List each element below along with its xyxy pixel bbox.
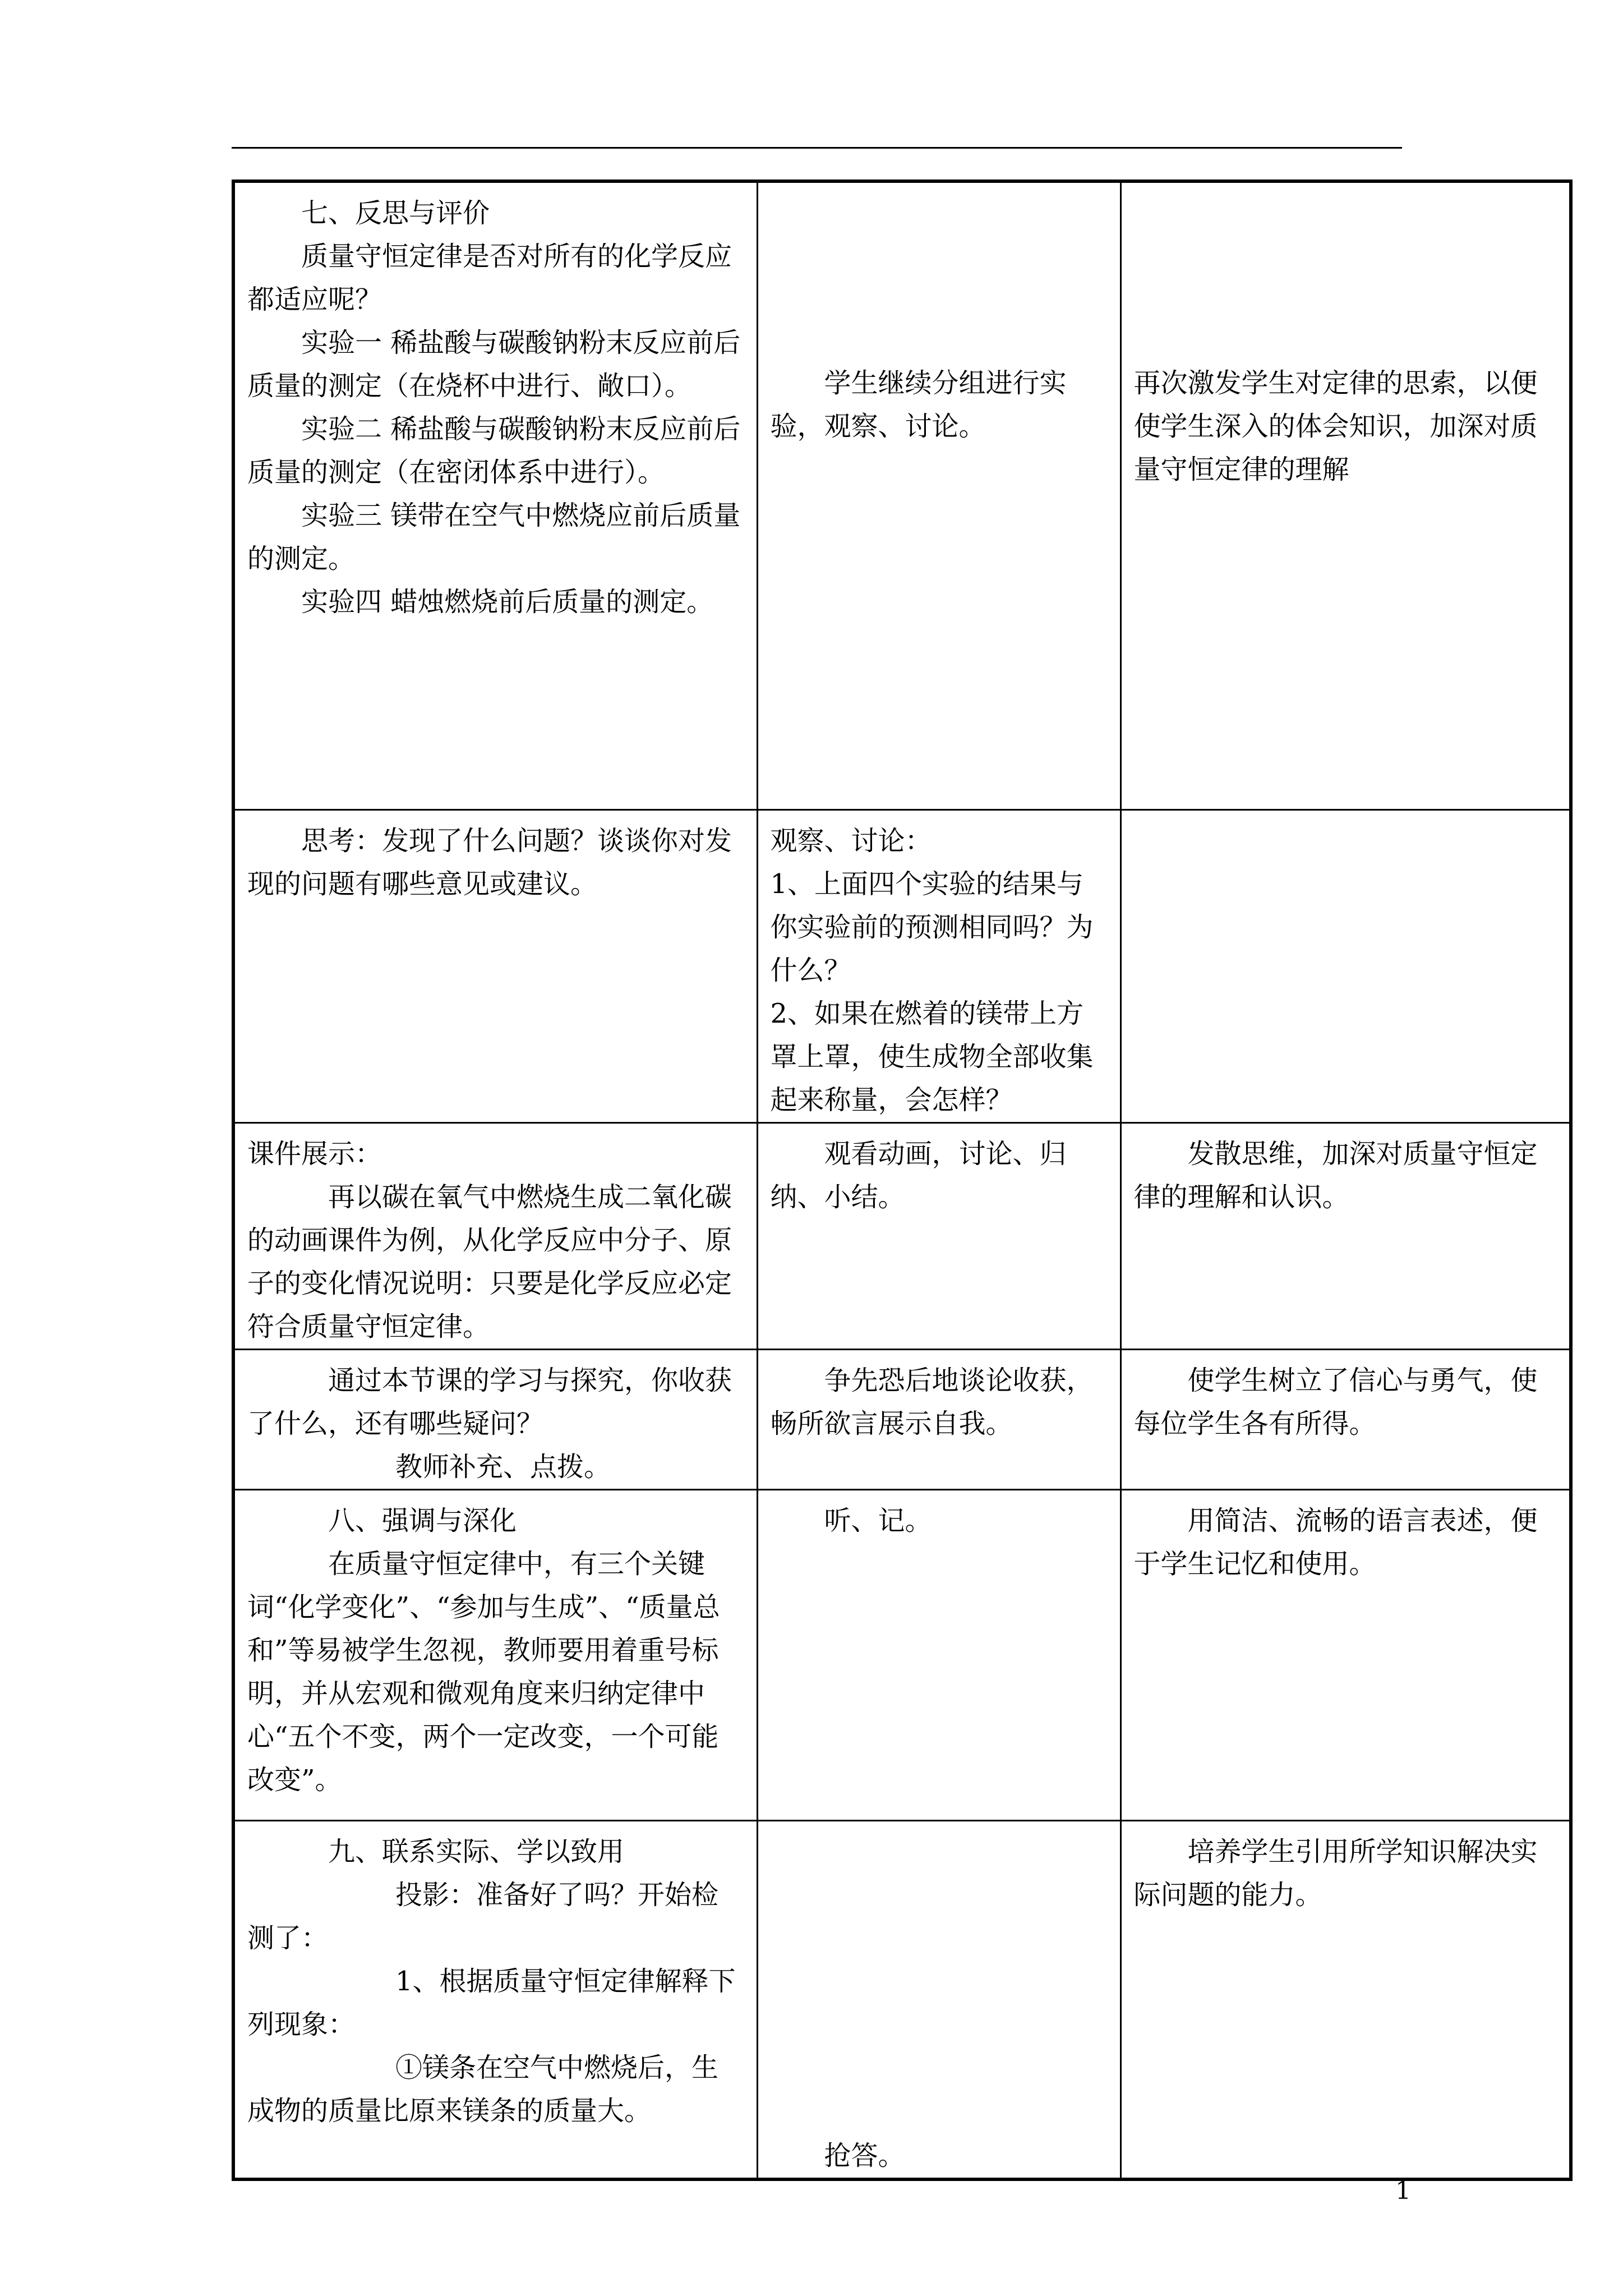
- table-row: [233, 181, 1571, 809]
- design-intent-cell: [1121, 809, 1571, 1122]
- spacer: [771, 192, 1108, 362]
- student-activity-cell: [757, 181, 1121, 809]
- student-activity-cell: [757, 809, 1121, 1122]
- exercise-1: 1、根据质量守恒定律解释下列现象：: [247, 1965, 736, 2040]
- student-activity-text: 抢答。: [824, 2139, 905, 2171]
- student-activity-text: 观看动画，讨论、归纳、小结。: [770, 1138, 1067, 1213]
- summary-question: 通过本节课的学习与探究，你收获了什么，还有哪些疑问？: [247, 1364, 732, 1439]
- table-row: [233, 1489, 1571, 1820]
- teacher-note: 教师补充、点拨。: [395, 1451, 611, 1483]
- design-intent-cell: [1121, 1122, 1571, 1349]
- lesson-plan-table: [232, 180, 1573, 2181]
- section-heading: 七、反思与评价: [301, 197, 490, 229]
- table-row: [233, 1820, 1571, 2179]
- teacher-activity-cell: [233, 1820, 757, 2179]
- projection-text: 投影：准备好了吗？开始检测了：: [247, 1879, 719, 1954]
- design-intent-text: 用简洁、流畅的语言表述，便于学生记忆和使用。: [1133, 1504, 1538, 1580]
- student-activity-text: 学生继续分组进行实验，观察、讨论。: [770, 367, 1067, 442]
- table-row: [233, 809, 1571, 1122]
- header-rule: [232, 147, 1402, 149]
- student-activity-cell: [757, 1489, 1121, 1820]
- experiment-4: 实验四 蜡烛燃烧前后质量的测定。: [301, 586, 714, 618]
- courseware-heading: 课件展示：: [247, 1138, 382, 1170]
- spacer: [771, 1830, 1108, 2134]
- student-activity-cell: [757, 1820, 1121, 2179]
- student-activity-text: 争先恐后地谈论收获，畅所欲言展示自我。: [770, 1364, 1094, 1439]
- student-activity-text: 听、记。: [824, 1504, 932, 1536]
- discussion-question-1: 1、上面四个实验的结果与你实验前的预测相同吗？为什么？: [770, 868, 1094, 986]
- thinking-prompt: 思考：发现了什么问题？谈谈你对发现的问题有哪些意见或建议。: [247, 825, 732, 900]
- teacher-activity-cell: [233, 1349, 757, 1489]
- table-row: [233, 1122, 1571, 1349]
- discussion-heading: 观察、讨论：: [770, 825, 932, 857]
- question-text: 质量守恒定律是否对所有的化学反应都适应呢？: [247, 241, 732, 315]
- teacher-activity-cell: [233, 1489, 757, 1820]
- teacher-activity-cell: [233, 1122, 757, 1349]
- design-intent-text: 使学生树立了信心与勇气，使每位学生各有所得。: [1133, 1364, 1538, 1439]
- emphasis-text: 在质量守恒定律中，有三个关键词“化学变化”、“参加与生成”、“质量总和”等易被学生忽视，教师要用着重号标明，并从宏观和微观角度来归纳定律中心“五个不变，两个一定改变，一个可能改变”。: [247, 1548, 720, 1796]
- spacer: [1134, 192, 1557, 362]
- section-heading: 八、强调与深化: [328, 1504, 517, 1536]
- experiment-3: 实验三 镁带在空气中燃烧应前后质量的测定。: [247, 500, 741, 574]
- design-intent-cell: [1121, 1820, 1571, 2179]
- section-heading: 九、联系实际、学以致用: [328, 1835, 625, 1867]
- student-activity-cell: [757, 1349, 1121, 1489]
- teacher-activity-cell: [233, 181, 757, 809]
- design-intent-text: 再次激发学生对定律的思索，以便使学生深入的体会知识，加深对质量守恒定律的理解: [1133, 367, 1538, 485]
- design-intent-text: 培养学生引用所学知识解决实际问题的能力。: [1133, 1835, 1538, 1911]
- design-intent-cell: [1121, 1489, 1571, 1820]
- table-row: [233, 1349, 1571, 1489]
- courseware-text: 再以碳在氧气中燃烧生成二氧化碳的动画课件为例，从化学反应中分子、原子的变化情况说明：只要是化学反应必定符合质量守恒定律。: [247, 1181, 732, 1342]
- exercise-1-item: ①镁条在空气中燃烧后，生成物的质量比原来镁条的质量大。: [247, 2051, 719, 2127]
- page-number: 1: [1395, 2177, 1411, 2205]
- design-intent-cell: [1121, 181, 1571, 809]
- teacher-activity-cell: [233, 809, 757, 1122]
- student-activity-cell: [757, 1122, 1121, 1349]
- experiment-2: 实验二 稀盐酸与碳酸钠粉末反应前后质量的测定（在密闭体系中进行）。: [247, 413, 741, 488]
- discussion-question-2: 2、如果在燃着的镁带上方罩上罩，使生成物全部收集起来称量，会怎样？: [770, 997, 1094, 1116]
- experiment-1: 实验一 稀盐酸与碳酸钠粉末反应前后质量的测定（在烧杯中进行、敞口）。: [247, 327, 741, 402]
- design-intent-text: 发散思维，加深对质量守恒定律的理解和认识。: [1133, 1138, 1538, 1213]
- design-intent-cell: [1121, 1349, 1571, 1489]
